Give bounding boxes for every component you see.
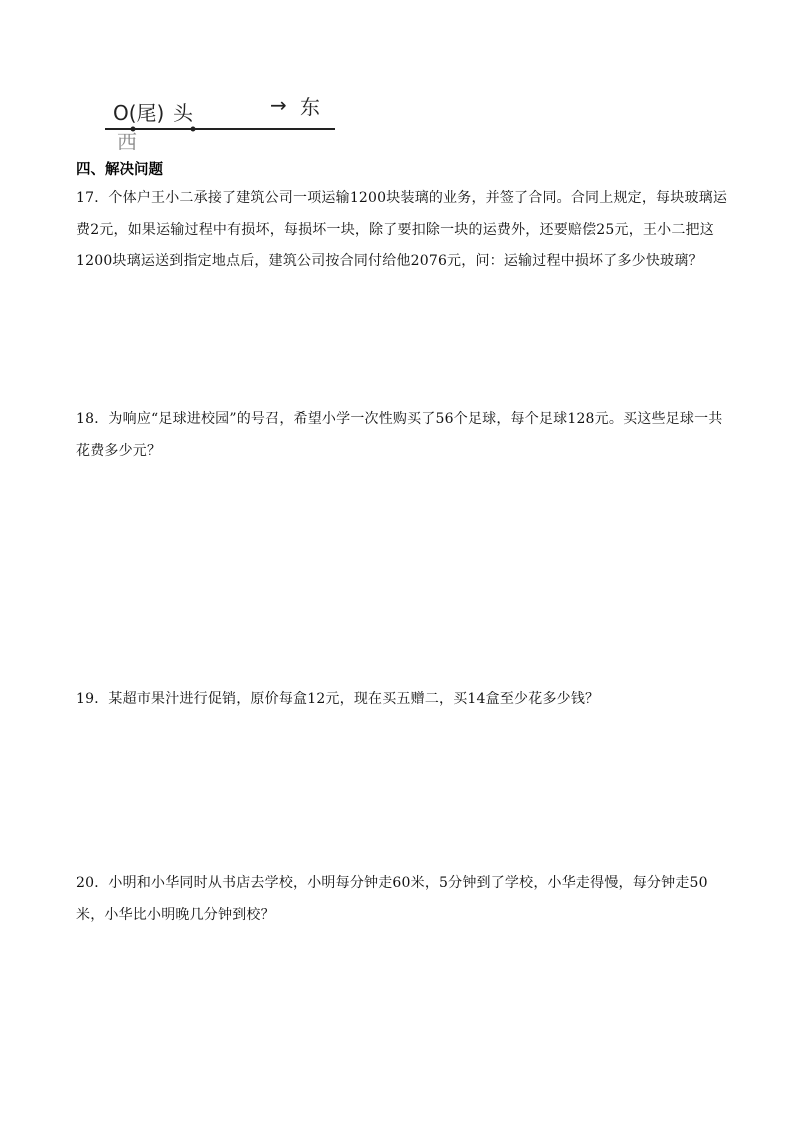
question-18: 18．为响应“足球进校园”的号召，希望小学一次性购买了56个足球，每个足球128元。买这些足球一共花费多少元？ [76,411,723,459]
direction-diagram [95,82,345,150]
east-label: 东 [300,95,320,119]
question-17: 17．个体户王小二承接了建筑公司一项运输1200块装璃的业务，并签了合同。合同上规定，每块玻璃运费2元，如果运输过程中有损坏，每损坏一块，除了要扣除一块的运费外，还要赔偿25元，王小二把这1200块璃运送到指定地点后，建筑公司按合同付给他2076元，问：运输过程中损坏了多少快玻璃？ [76,190,728,269]
question-20: 20．小明和小华同时从书店去学校，小明每分钟走60米，5分钟到了学校，小华走得慢，每分钟走50米，小华比小明晚几分钟到校？ [76,875,708,923]
east-arrow: → [270,93,287,117]
question-19: 19．某超市果汁进行促销，原价每盒12元，现在买五赠二，买14盒至少花多少钱？ [76,691,600,707]
origin-label: O(尾) [113,101,165,125]
head-point [191,127,196,132]
head-label: 头 [173,101,193,125]
section-title: 四、解决问题 [76,162,163,178]
west-label: 西 [117,130,137,150]
direction-diagram-svg [95,82,345,150]
